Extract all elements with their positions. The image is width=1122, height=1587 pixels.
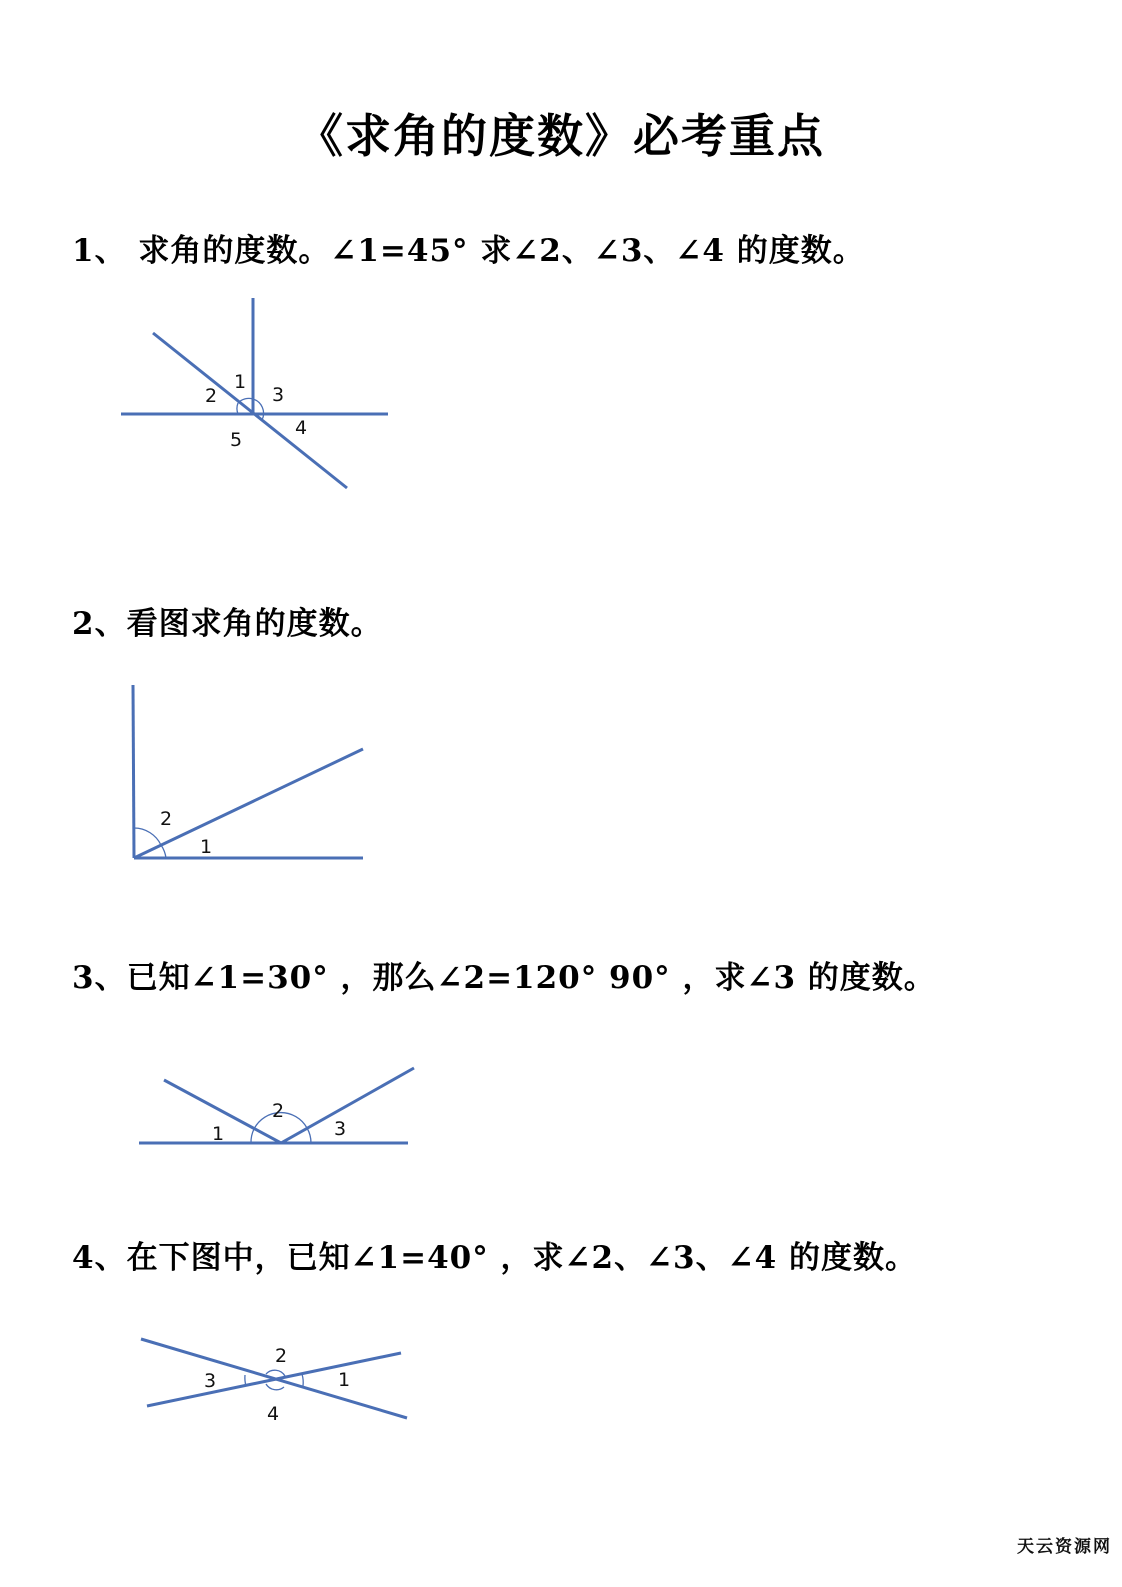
question-2-text: 2、看图求角的度数。 [72,606,383,642]
fig3-label-1: 1 [212,1123,225,1145]
fig1-label-5: 5 [230,429,243,451]
question-1-text: 1、 求角的度数。∠1=45° 求∠2、∠3、∠4 的度数。 [72,233,865,269]
fig1-label-1: 1 [234,371,247,393]
fig4-label-2: 2 [275,1345,288,1367]
question-3-text: 3、已知∠1=30° ，那么∠2=120° 90° ，求∠3 的度数。 [72,960,936,996]
fig4-label-3: 3 [204,1370,217,1392]
watermark: 天云资源网 [1017,1537,1112,1557]
fig1-label-2: 2 [205,385,218,407]
figure-2 [133,685,363,858]
fig3-label-2: 2 [272,1100,285,1122]
fig4-label-4: 4 [267,1403,280,1425]
fig1-label-4: 4 [295,417,308,439]
fig2-label-1: 1 [200,836,213,858]
question-4-text: 4、在下图中，已知∠1=40° ，求∠2、∠3、∠4 的度数。 [72,1240,917,1276]
page-title: 《求角的度数》必考重点 [297,109,825,163]
fig1-label-3: 3 [272,384,285,406]
figure-1 [121,298,388,488]
fig2-label-2: 2 [160,808,173,830]
fig3-label-3: 3 [334,1118,347,1140]
fig4-label-1: 1 [338,1369,351,1391]
